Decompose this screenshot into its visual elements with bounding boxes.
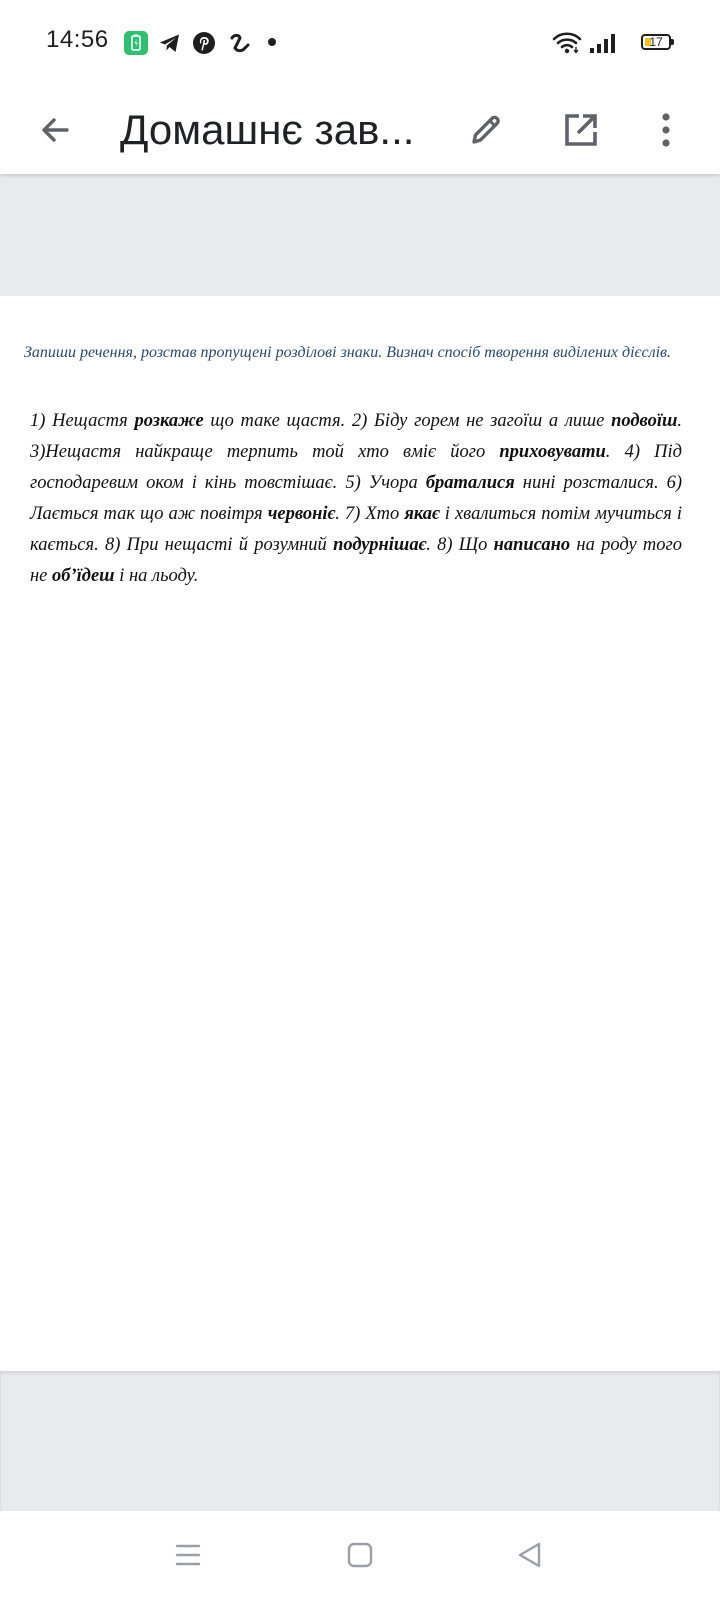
text-segment: і на льоду.	[114, 566, 199, 586]
back-button[interactable]	[27, 102, 83, 158]
recent-apps-button[interactable]	[166, 1533, 210, 1577]
viewer-background-top	[0, 174, 720, 296]
status-time: 14:56	[46, 26, 109, 53]
wifi-icon	[552, 30, 582, 56]
text-segment: . 4) Під господаревим оком і кінь товстішає. 5) Учора	[30, 442, 682, 493]
text-segment: що таке щастя. 2) Біду горем не загоїш а лише	[203, 411, 612, 431]
highlighted-verb: подвоїш	[611, 411, 678, 431]
arrow-back-icon	[37, 112, 73, 148]
text-segment: . 3)Нещастя найкраще терпить той хто вміє його	[30, 411, 682, 462]
status-bar	[0, 0, 720, 88]
back-nav-button[interactable]	[508, 1533, 552, 1577]
exercise-text	[30, 406, 682, 592]
telegram-icon	[157, 30, 183, 56]
menu-lines-icon	[173, 1540, 203, 1570]
highlighted-verb: браталися	[425, 473, 515, 493]
battery-saver-app-icon	[123, 30, 149, 56]
battery-level: 17	[649, 35, 663, 49]
text-segment: 1) Нещастя	[30, 411, 135, 431]
edit-button[interactable]	[458, 102, 514, 158]
viewer-background-bottom	[0, 1371, 720, 1511]
highlighted-verb: приховувати	[499, 442, 606, 462]
more-options-button[interactable]	[638, 102, 694, 158]
home-square-icon	[345, 1540, 375, 1570]
open-external-button[interactable]	[553, 102, 609, 158]
highlighted-verb: написано	[493, 535, 571, 555]
home-button[interactable]	[338, 1533, 382, 1577]
text-segment: нині розсталися. 6) Лається так що аж повітря	[30, 473, 683, 524]
text-segment: на роду того не	[30, 535, 682, 586]
highlighted-verb: об’їдеш	[52, 566, 115, 586]
highlighted-verb: якає	[404, 504, 440, 524]
page-title: Домашнє зав...	[120, 106, 415, 153]
pencil-icon	[466, 110, 506, 150]
battery-icon	[641, 34, 671, 50]
app-bar	[0, 88, 720, 174]
task-instruction: Запиши речення, розстав пропущені розділові знаки. Визнач спосіб творення виділених дієслів.	[24, 344, 671, 361]
open-external-icon	[561, 110, 601, 150]
system-nav-bar	[0, 1511, 720, 1600]
highlighted-verb: розкаже	[134, 411, 204, 431]
highlighted-verb: червоніє	[267, 504, 336, 524]
text-segment: . 8) Що	[426, 535, 494, 555]
notification-app-icon	[227, 30, 253, 56]
battery-cap	[671, 39, 674, 45]
more-vert-icon	[658, 110, 674, 150]
back-triangle-icon	[515, 1540, 545, 1570]
pinterest-icon	[191, 30, 217, 56]
text-segment: . 7) Хто	[335, 504, 405, 524]
more-notifications-dot	[268, 38, 276, 46]
highlighted-verb: подурнішає	[333, 535, 427, 555]
signal-icon	[588, 30, 616, 56]
text-segment: і хвалиться потім мучиться і кається. 8) При нещасті й розумний	[30, 504, 682, 555]
